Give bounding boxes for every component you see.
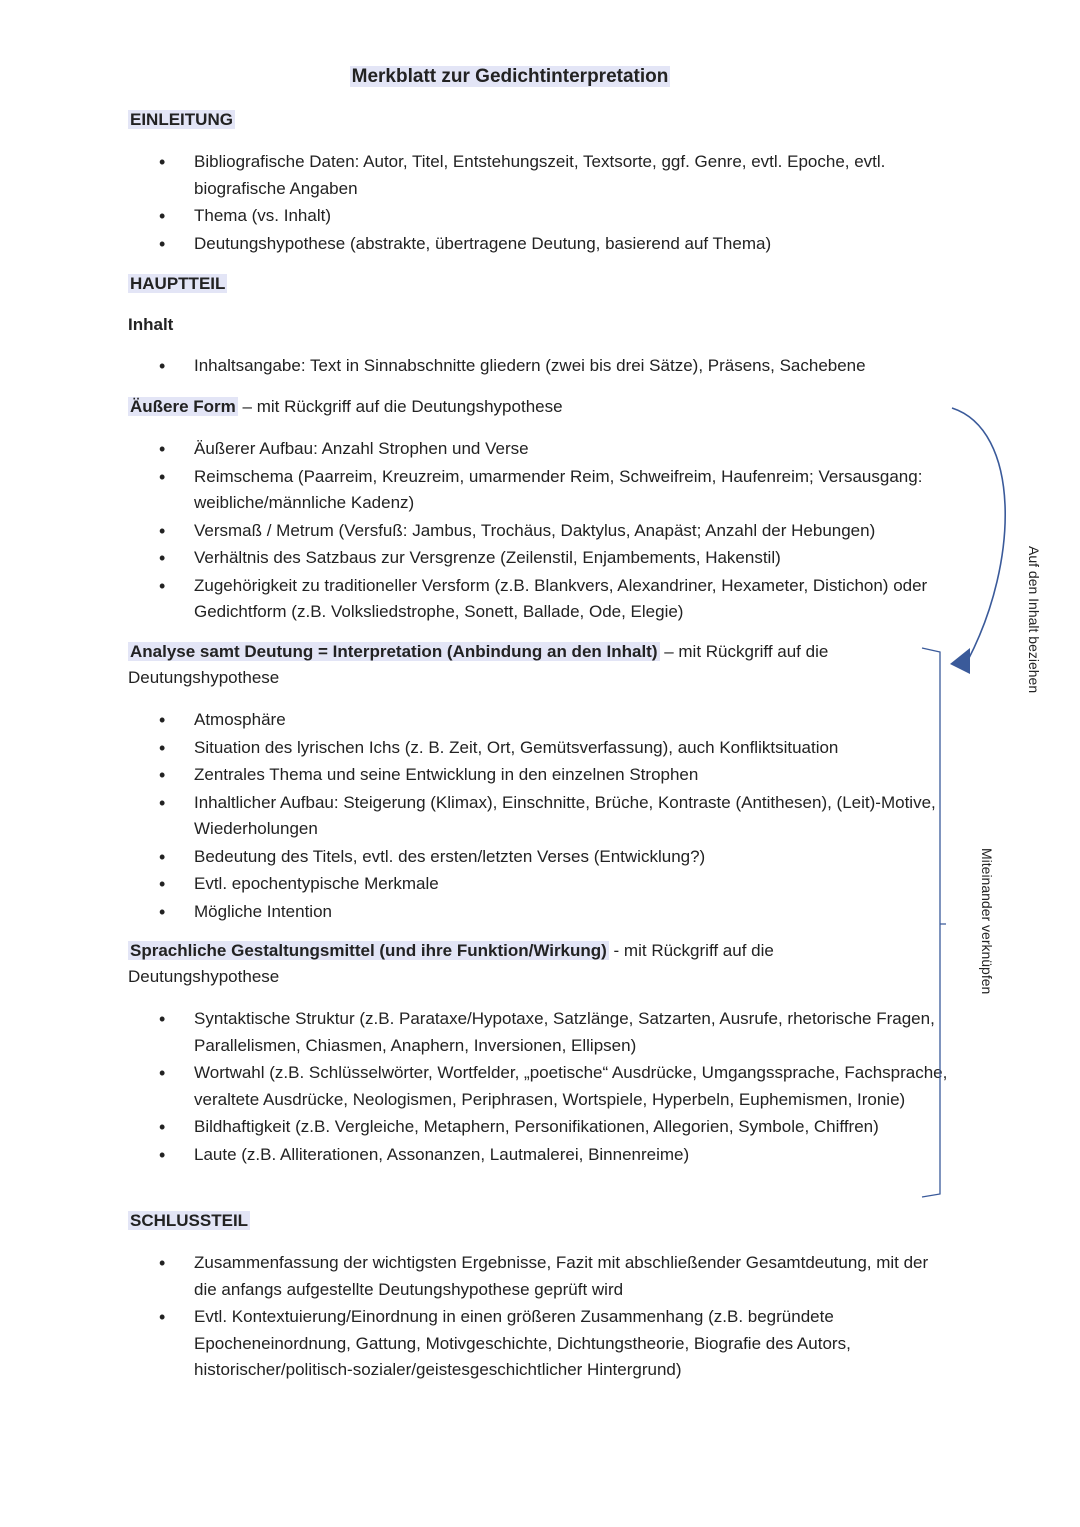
list-item: • Atmosphäre — [0, 707, 954, 734]
list-item: • Inhaltsangabe: Text in Sinnabschnitte gliedern (zwei bis drei Sätze), Präsens, Sachebene — [0, 353, 954, 380]
list-item: • Evtl. epochentypische Merkmale — [0, 871, 954, 898]
list-item: • Zentrales Thema und seine Entwicklung in den einzelnen Strophen — [0, 762, 954, 789]
bracket-icon — [922, 648, 946, 1197]
heading-hauptteil: HAUPTTEIL — [130, 274, 226, 293]
curved-arrow-icon — [952, 408, 1005, 660]
document-title: Merkblatt zur Gedichtinterpretation — [351, 66, 669, 87]
list-item: • Bedeutung des Titels, evtl. des ersten/letzten Verses (Entwicklung?) — [0, 844, 954, 871]
list-item: • Situation des lyrischen Ichs (z. B. Zeit, Ort, Gemütsverfassung), auch Konfliktsituation — [0, 735, 954, 762]
heading-schlussteil: SCHLUSSTEIL — [130, 1211, 249, 1230]
list-item: • Zusammenfassung der wichtigsten Ergebnisse, Fazit mit abschließender Gesamtdeutung, mit der die anfangs aufgestellte Deutungshypothese geprüft wird — [0, 1250, 954, 1303]
heading-aeussere-form: Äußere Form – mit Rückgriff auf die Deutungshypothese — [130, 397, 563, 416]
list-item: • Inhaltlicher Aufbau: Steigerung (Klimax), Einschnitte, Brüche, Kontraste (Antithesen), (Leit)-Motive, Wiederholungen — [0, 790, 954, 843]
heading-inhalt: Inhalt — [128, 315, 174, 334]
list-item: • Mögliche Intention — [0, 899, 954, 926]
list-item: • Versmaß / Metrum (Versfuß: Jambus, Trochäus, Daktylus, Anapäst; Anzahl der Hebungen) — [0, 518, 954, 545]
label-auf-den-inhalt-beziehen: Auf den Inhalt beziehen — [1026, 546, 1042, 694]
heading-analyse: Analyse samt Deutung = Interpretation (Anbindung an den Inhalt) – mit Rückgriff auf die Deutungshypothese — [128, 642, 829, 687]
list-item: • Zugehörigkeit zu traditioneller Versform (z.B. Blankvers, Alexandriner, Hexameter, Distichon) oder Gedichtform (z.B. Volksliedstrophe, Sonett, Ballade, Ode, Elegie) — [0, 573, 954, 626]
heading-sprachliche-mittel: Sprachliche Gestaltungsmittel (und ihre Funktion/Wirkung) - mit Rückgriff auf die Deutungshypothese — [128, 941, 774, 986]
label-miteinander-verknuepfen: Miteinander verknüpfen — [979, 848, 995, 995]
list-item: • Bibliografische Daten: Autor, Titel, Entstehungszeit, Textsorte, ggf. Genre, evtl. Epoche, evtl. biografische Angaben — [0, 149, 954, 202]
list-item: • Äußerer Aufbau: Anzahl Strophen und Verse — [0, 436, 954, 463]
list-item: • Bildhaftigkeit (z.B. Vergleiche, Metaphern, Personifikationen, Allegorien, Symbole, Chiffren) — [0, 1114, 954, 1141]
list-item: • Laute (z.B. Alliterationen, Assonanzen, Lautmalerei, Binnenreime) — [0, 1142, 954, 1169]
heading-einleitung: EINLEITUNG — [130, 110, 233, 129]
list-item: • Reimschema (Paarreim, Kreuzreim, umarmender Reim, Schweifreim, Haufenreim; Versausgang: weibliche/männliche Kadenz) — [0, 464, 954, 517]
list-item: • Deutungshypothese (abstrakte, übertragene Deutung, basierend auf Thema) — [0, 231, 954, 258]
list-item: • Wortwahl (z.B. Schlüsselwörter, Wortfelder, „poetische“ Ausdrücke, Umgangssprache, Fachsprache, veraltete Ausdrücke, Neologismen, Periphrasen, Wortspiele, Hyperbeln, Euphemismen, Ironie) — [0, 1060, 954, 1113]
list-item: • Syntaktische Struktur (z.B. Parataxe/Hypotaxe, Satzlänge, Satzarten, Ausrufe, rhetorische Fragen, Parallelismen, Chiasmen, Anaphern, Inversionen, Ellipsen) — [0, 1006, 954, 1059]
list-item: • Thema (vs. Inhalt) — [0, 203, 954, 230]
list-item: • Evtl. Kontextuierung/Einordnung in einen größeren Zusammenhang (z.B. begründete Epocheneinordnung, Gattung, Motivgeschichte, Dichtungstheorie, Biografie des Autors, historischer/politisch-sozialer/geistesgeschichtlicher Hintergrund) — [0, 1304, 954, 1384]
arrow-head-icon — [950, 648, 970, 674]
list-item: • Verhältnis des Satzbaus zur Versgrenze (Zeilenstil, Enjambements, Hakenstil) — [0, 545, 954, 572]
